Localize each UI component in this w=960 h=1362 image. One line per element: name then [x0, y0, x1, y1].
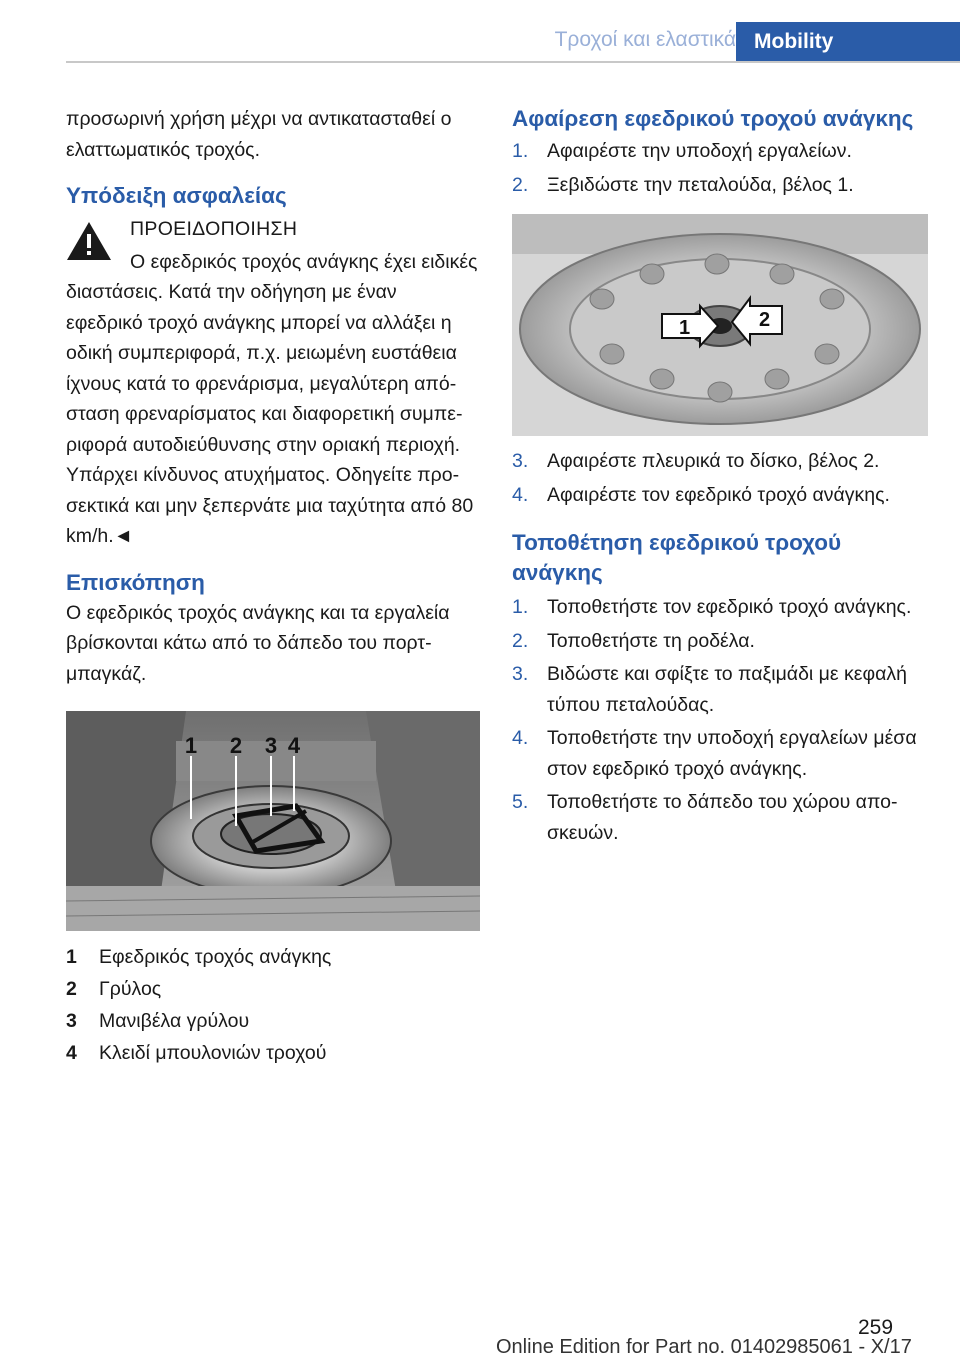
step-item: 3. Βιδώστε και σφίξτε το παξιμάδι με κεφαλή τύπου πεταλούδας.: [512, 663, 907, 716]
install-steps: [512, 592, 928, 848]
header-divider: [66, 61, 960, 63]
install-heading: Τοποθέτηση εφεδρικού τροχού ανάγκης: [512, 530, 842, 585]
figure-legend: [66, 941, 478, 1069]
warning-label: ΠΡΟΕΙΔΟΠΟΙΗΣΗ: [130, 218, 298, 240]
step-item: 2. Ξεβιδώστε την πεταλούδα, βέλος 1.: [512, 173, 854, 196]
safety-heading: Υπόδειξη ασφαλείας: [66, 183, 287, 208]
legend-item: 4 Κλειδί μπουλονιών τροχού: [66, 1042, 327, 1064]
figure-callout-3: 3: [264, 733, 278, 758]
edition-footer: Online Edition for Part no. 01402985061 - X/17: [496, 1336, 912, 1358]
step-item: 4. Τοποθετήστε την υποδοχή εργαλείων μέσα στον εφεδρικό τροχό ανάγκης.: [512, 727, 917, 780]
step-item: 3. Αφαιρέστε πλευρικά το δίσκο, βέλος 2.: [512, 450, 880, 472]
figure-arrow-1-label: 1: [679, 317, 691, 339]
intro-text: προσωρινή χρήση μέχρι να αντικατασταθεί ο ελαττωματικός τροχός.: [66, 108, 452, 161]
header-chapter-tab: Mobility: [736, 22, 960, 62]
trunk-spare-wheel-figure: [66, 711, 480, 931]
warning-block: [66, 214, 478, 245]
figure-callout-1: 1: [184, 733, 198, 758]
step-item: 5. Τοποθετήστε το δάπεδο του χώρου αποσκευών.: [512, 791, 898, 844]
figure-callout-2: 2: [229, 733, 243, 758]
legend-item: 2 Γρύλος: [66, 978, 162, 1000]
warning-text: Ο εφεδρικός τροχός ανάγκης έχει ειδικές διαστάσεις. Κατά την οδήγηση με έναν εφεδρικό τροχό ανάγκης μπορεί να αλλάξει η οδική συμπεριφορά, π.χ. μειωμένη ευστάθεια ίχνους κατά το φρενάρισμα, μεγαλύτερη απόσταση φρεναρίσματος και διαφορετική συμπεριφορά αυτοδιεύθυνσης στην οριακή περιοχή. Υπάρχει κίνδυνος ατυχήματος. Οδηγείτε προσεκτικά και μην ξεπερνάτε μια ταχύτητα από 80 km/h.◄: [66, 250, 478, 547]
legend-item: 3 Μανιβέλα γρύλου: [66, 1010, 250, 1032]
step-item: 2. Τοποθετήστε τη ροδέλα.: [512, 629, 755, 652]
legend-item: 1 Εφεδρικός τροχός ανάγκης: [66, 946, 332, 968]
overview-heading: Επισκόπηση: [66, 569, 205, 595]
left-column: [66, 104, 478, 1069]
removal-steps: [512, 136, 928, 200]
step-item: 1. Αφαιρέστε την υποδοχή εργαλείων.: [512, 140, 852, 162]
page-number: 259: [858, 1316, 894, 1339]
removal-heading: Αφαίρεση εφεδρικού τροχού ανάγκης: [512, 106, 914, 131]
spare-wheel-disc-figure: [512, 214, 928, 436]
figure-arrow-2-label: 2: [759, 309, 771, 331]
step-item: 1. Τοποθετήστε τον εφεδρικό τροχό ανάγκης.: [512, 596, 912, 618]
right-column: [512, 104, 928, 848]
overview-text: Ο εφεδρικός τροχός ανάγκης και τα εργαλεία βρίσκονται κάτω από το δάπεδο του πορτμπαγκάζ.: [66, 601, 450, 685]
header-section-title: Τροχοί και ελαστικά: [554, 28, 736, 51]
figure-callout-4: 4: [287, 733, 301, 758]
warning-triangle-icon: [66, 220, 112, 262]
step-item: 4. Αφαιρέστε τον εφεδρικό τροχό ανάγκης.: [512, 483, 890, 506]
removal-steps-continued: [512, 446, 928, 510]
